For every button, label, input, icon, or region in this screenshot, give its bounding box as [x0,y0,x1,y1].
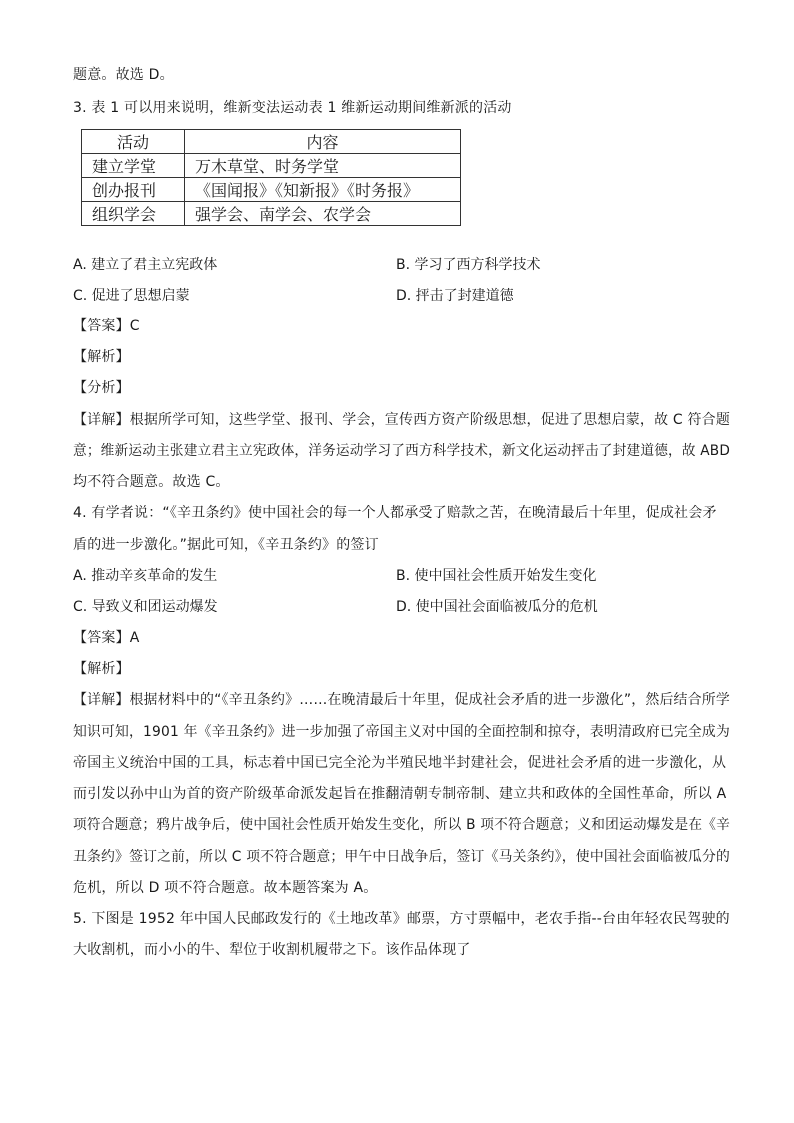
q4-answer: 【答案】A [73,630,140,646]
q5-stem-line: 大收割机，而小小的牛、犁位于收割机履带之下。该作品体现了 [73,942,471,958]
q3-option-d: D. 抨击了封建道德 [396,288,514,304]
q4-stem-line: 4. 有学者说：“《辛丑条约》使中国社会的每一个人都承受了赔款之苦，在晚清最后十年里，促成社会矛 [73,505,717,521]
q3-fenxi-label: 【分析】 [73,380,130,396]
q5-stem-line: 5. 下图是 1952 年中国人民邮政发行的《土地改革》邮票，方寸票幅中，老农手指--台由年轻农民驾驶的 [73,911,730,927]
table-cell: 强学会、南学会、农学会 [185,202,461,226]
q4-detail-line: 【详解】根据材料中的“《辛丑条约》……在晚清最后十年里，促成社会矛盾的进一步激化”，然后结合所学 [73,692,731,708]
table-cell: 创办报刊 [82,178,185,202]
table-cell: 万木草堂、时务学堂 [185,154,461,178]
q4-detail-line: 项符合题意；鸦片战争后，使中国社会性质开始发生变化，所以 B 项不符合题意；义和团运动爆发是在《辛 [73,817,730,833]
q3-detail-line: 均不符合题意。故选 C。 [73,474,230,490]
table-header-content: 内容 [185,130,461,154]
q4-detail-line: 而引发以孙中山为首的资产阶级革命派发起旨在推翻清朝专制帝制、建立共和政体的全国性革命，所以 A [73,786,727,802]
prev-answer-tail: 题意。故选 D。 [73,67,174,83]
q4-option-d: D. 使中国社会面临被瓜分的危机 [396,599,598,615]
q4-stem-line: 盾的进一步激化。”据此可知，《辛丑条约》的签订 [73,537,379,553]
q4-detail-line: 危机，所以 D 项不符合题意。故本题答案为 A。 [73,880,378,896]
table-row [82,154,461,178]
q4-detail-line: 丑条约》签订之前，所以 C 项不符合题意；甲午中日战争后，签订《马关条约》，使中国社会面临被瓜分的 [73,849,731,865]
table-header-activity: 活动 [82,130,185,154]
q4-option-b: B. 使中国社会性质开始发生变化 [396,568,597,584]
table-row [82,178,461,202]
q4-option-a: A. 推动辛亥革命的发生 [73,568,218,584]
table-cell: 组织学会 [82,202,185,226]
q4-option-c: C. 导致义和团运动爆发 [73,599,218,615]
q4-detail-line: 帝国主义统治中国的工具，标志着中国已完全沦为半殖民地半封建社会，促进社会矛盾的进一步激化，从 [73,755,727,771]
q3-detail-line: 意；维新运动主张建立君主立宪政体，洋务运动学习了西方科学技术，新文化运动抨击了封建道德，故 ABD [73,443,731,459]
q3-detail-line: 【详解】根据所学可知，这些学堂、报刊、学会，宣传西方资产阶级思想，促进了思想启蒙，故 C 符合题 [73,412,731,428]
table-row [82,202,461,226]
q3-option-a: A. 建立了君主立宪政体 [73,257,218,273]
q4-analysis-label: 【解析】 [73,661,130,677]
table-header-row [82,130,461,154]
q3-analysis-label: 【解析】 [73,349,130,365]
q3-stem: 3. 表 1 可以用来说明，维新变法运动表 1 维新运动期间维新派的活动 [73,100,512,116]
table-cell: 《国闻报》《知新报》《时务报》 [185,178,461,202]
q3-answer: 【答案】C [73,318,140,334]
q3-option-b: B. 学习了西方科学技术 [396,257,541,273]
q3-activity-table [81,129,461,226]
q3-option-c: C. 促进了思想启蒙 [73,288,190,304]
q4-detail-line: 知识可知，1901 年《辛丑条约》进一步加强了帝国主义对中国的全面控制和掠夺，表明清政府已完全成为 [73,724,730,740]
table-cell: 建立学堂 [82,154,185,178]
